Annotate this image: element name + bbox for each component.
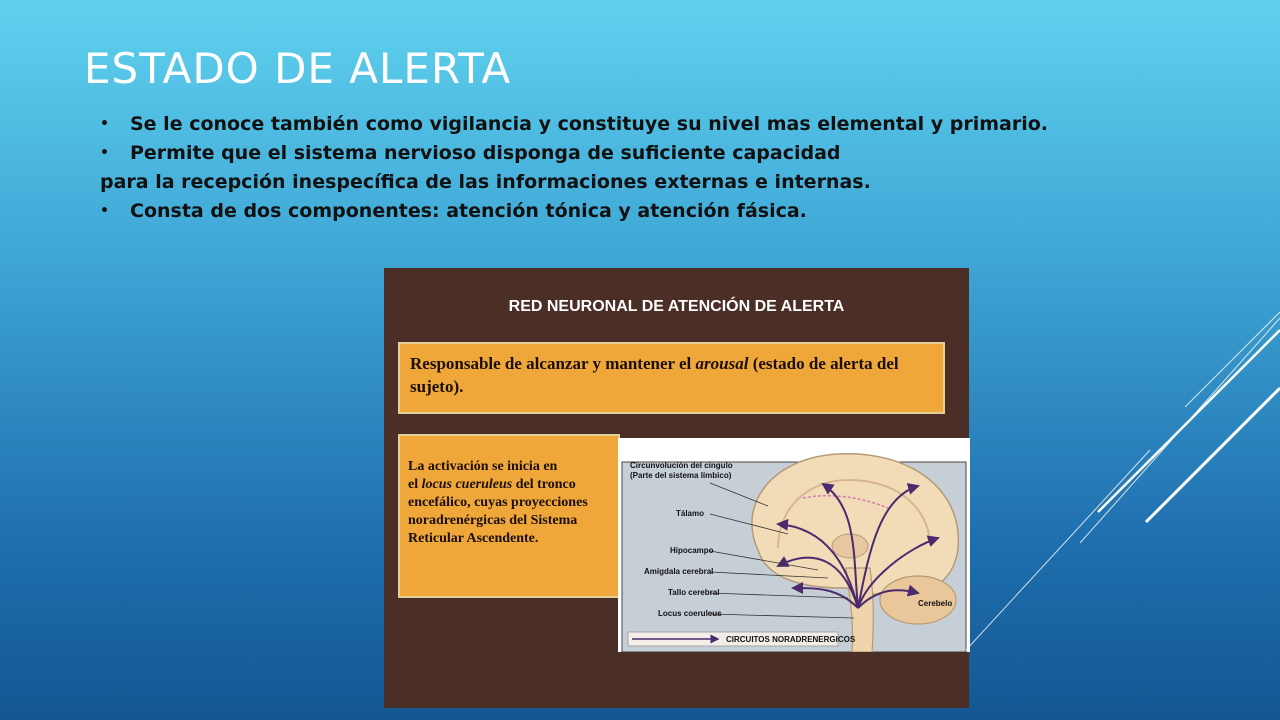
bullet-dot-icon: •: [100, 203, 109, 219]
legend-label: CIRCUITOS NORADRENERGICOS: [726, 635, 856, 644]
label-cingulo: Circunvolución del cíngulo: [630, 461, 733, 470]
label-locus: Locus coeruleus: [658, 609, 722, 618]
locus-text-l2: el locus cueruleus del tronco: [408, 477, 576, 492]
arousal-text-post: (estado de alerta del sujeto).: [410, 354, 899, 396]
bullet-text: Permite que el sistema nervioso disponga de suficiente capacidad: [130, 142, 841, 164]
bullet-dot-icon: •: [100, 145, 109, 161]
bullet-item: [100, 197, 1175, 226]
bullet-item: [100, 110, 1175, 139]
locus-text-rest: encefálico, cuyas proyecciones noradrenérgicas del Sistema Reticular Ascendente.: [408, 495, 588, 546]
label-tallo: Tallo cerebral: [668, 588, 720, 597]
label-amigdala: Amígdala cerebral: [644, 567, 714, 576]
bullet-dot-icon: •: [100, 116, 109, 132]
bullet-continuation: para la recepción inespecífica de las informaciones externas e internas.: [100, 171, 871, 193]
label-cerebelo: Cerebelo: [918, 599, 953, 608]
bullet-item: [100, 139, 1175, 168]
label-cingulo-sub: (Parte del sistema límbico): [630, 471, 732, 480]
arousal-box: [398, 342, 945, 414]
locus-text-l1: La activación se inicia en: [408, 459, 558, 474]
slide-title: ESTADO DE ALERTA: [84, 44, 512, 93]
arousal-text-em: arousal: [695, 354, 749, 373]
bullet-list: [100, 110, 1175, 226]
brain-network-figure: [384, 268, 969, 708]
label-hipocampo: Hipocampo: [670, 546, 714, 555]
locus-box: [398, 434, 620, 598]
bullet-text: Consta de dos componentes: atención tónica y atención fásica.: [130, 200, 807, 222]
arousal-text-pre: Responsable de alcanzar y mantener el: [410, 354, 696, 373]
label-talamo: Tálamo: [676, 509, 705, 518]
figure-title: RED NEURONAL DE ATENCIÓN DE ALERTA: [508, 298, 845, 315]
brain-diagram: [618, 438, 970, 652]
bullet-text: Se le conoce también como vigilancia y constituye su nivel mas elemental y primario.: [130, 113, 1049, 135]
